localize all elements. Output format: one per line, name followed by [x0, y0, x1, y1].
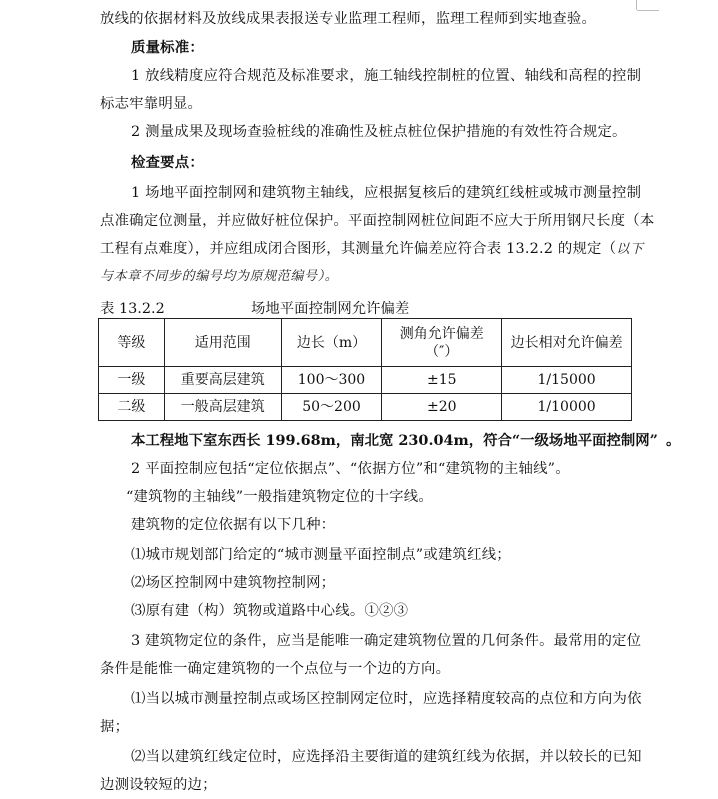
table-row — [99, 394, 632, 421]
list-item: ⑶原有建（构）筑物或道路中心线。①②③ — [131, 603, 409, 619]
list-item: ⑵场区控制网中建筑物控制网； — [131, 575, 336, 591]
paragraph-line: 点准确定位测量，并应做好桩位保护。平面控制网桩位间距不应大于所用钢尺长度（本 — [100, 213, 655, 229]
table-header-row — [99, 319, 632, 367]
table-cell: ±20 — [382, 394, 502, 421]
paragraph-line: 放线的依据材料及放线成果表报送专业监理工程师，监理工程师到实地查验。 — [100, 11, 597, 27]
header-cell-scope: 适用范围 — [164, 319, 281, 367]
table-cell: 二级 — [99, 394, 165, 421]
paragraph-text-bold: 本工程地下室东西长 199.68m，南北宽 230.04m，符合“一级场地平面控制网” — [131, 432, 658, 449]
paragraph-note: 以下 — [616, 242, 644, 257]
paragraph-line: 建筑物的定位依据有以下几种： — [131, 517, 336, 533]
header-cell-angle-tolerance — [382, 319, 502, 367]
crop-mark-top-right — [636, 0, 638, 10]
paragraph-line: “建筑物的主轴线”一般指建筑物定位的十字线。 — [126, 489, 433, 505]
paragraph-line-bold — [131, 431, 680, 451]
paragraph-line: 边测设较短的边； — [100, 777, 217, 793]
tolerance-table — [98, 318, 632, 421]
paragraph-text-bold-end: 。 — [665, 432, 681, 449]
paragraph-line: 3 建筑物定位的条件，应当是能唯一确定建筑物位置的几何条件。最常用的定位 — [131, 633, 642, 649]
section-heading-quality: 质量标准： — [131, 39, 204, 56]
paragraph-line: 2 平面控制应包括“定位依据点”、“依据方位”和“建筑物的主轴线”。 — [131, 461, 570, 477]
table-cell: 重要高层建筑 — [164, 367, 281, 394]
header-cell-angle-tolerance-line1: 测角允许偏差 — [399, 325, 484, 342]
table-cell: ±15 — [382, 367, 502, 394]
table-cell: 1/10000 — [502, 394, 632, 421]
paragraph-line: 1 放线精度应符合规范及标准要求，施工轴线控制桩的位置、轴线和高程的控制 — [131, 68, 642, 84]
table-cell: 1/15000 — [502, 367, 632, 394]
table-row — [99, 367, 632, 394]
paragraph-line: 2 测量成果及现场查验桩线的准确性及桩点桩位保护措施的有效性符合规定。 — [131, 124, 627, 140]
table-cell: 一般高层建筑 — [164, 394, 281, 421]
table-cell: 100～300 — [281, 367, 382, 394]
paragraph-line: 条件是能惟一确定建筑物的一个点位与一个边的方向。 — [100, 661, 451, 677]
paragraph-line — [100, 239, 643, 260]
header-cell-angle-tolerance-line2: （″） — [425, 343, 459, 360]
list-item: ⑴当以城市测量控制点或场区控制网定位时，应选择精度较高的点位和方向为依 — [131, 691, 642, 707]
paragraph-line: 1 场地平面控制网和建筑物主轴线，应根据复核后的建筑红线桩或城市测量控制 — [131, 185, 642, 201]
table-cell: 一级 — [99, 367, 165, 394]
paragraph-line: 标志牢靠明显。 — [100, 96, 203, 112]
paragraph-text: 工程有点难度），并应组成闭合图形，其测量允许偏差应符合表 13.2.2 的规定（ — [100, 241, 617, 257]
table-caption-title: 场地平面控制网允许偏差 — [251, 301, 410, 317]
list-item: ⑴城市规划部门给定的“城市测量平面控制点”或建筑红线； — [131, 547, 511, 563]
crop-mark-top-right-h — [637, 10, 659, 12]
header-cell-grade: 等级 — [99, 319, 165, 367]
list-item: ⑵当以建筑红线定位时，应选择沿主要街道的建筑红线为依据，并以较长的已知 — [131, 749, 642, 765]
paragraph-note-line: 与本章不同步的编号均为原规范编号）。 — [100, 269, 339, 284]
table-cell: 50～200 — [281, 394, 382, 421]
section-heading-checkpoints: 检查要点： — [131, 154, 204, 171]
paragraph-line: 据； — [100, 719, 130, 735]
header-cell-side-length: 边长（m） — [281, 319, 382, 367]
table-caption-number: 表 13.2.2 — [100, 301, 165, 317]
header-cell-relative-tolerance: 边长相对允许偏差 — [502, 319, 632, 367]
